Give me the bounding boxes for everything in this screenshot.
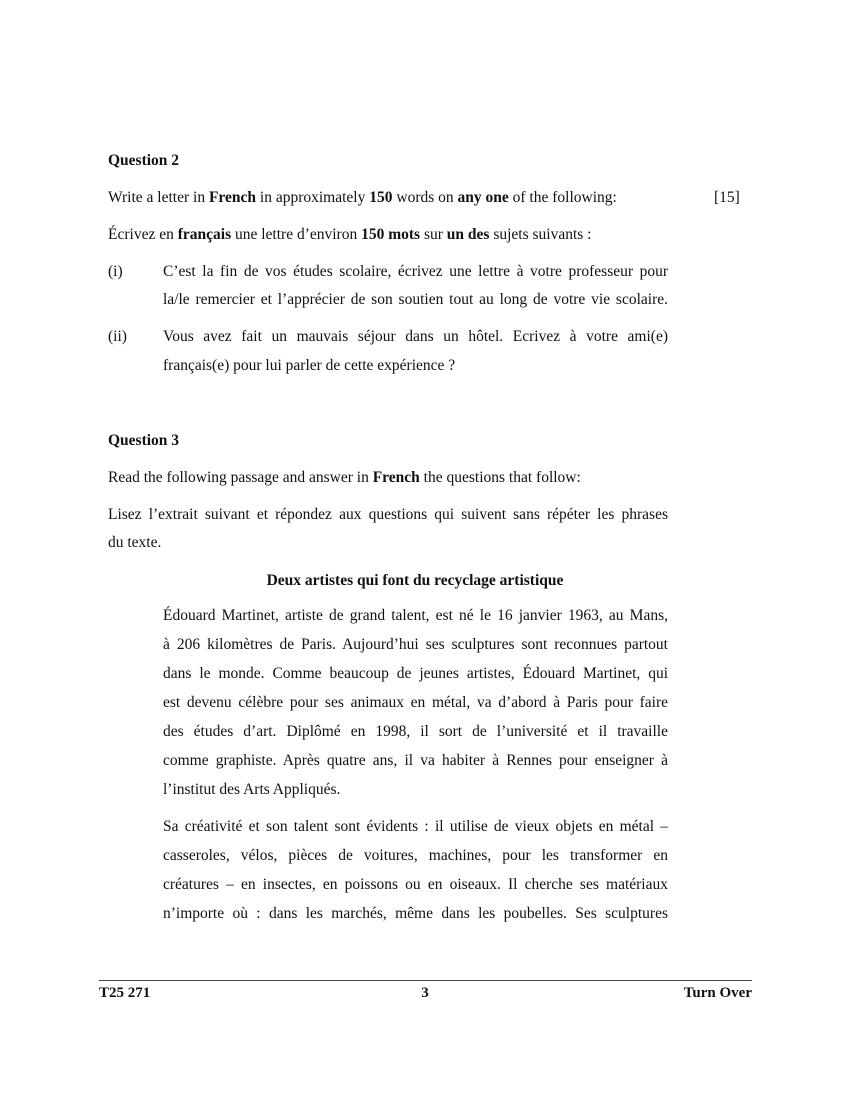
passage-line: comme graphiste. Après quatre ans, il va habiter à Rennes pour enseigner à bbox=[163, 752, 668, 769]
option-text: C’est la fin de vos études scolaire, écrivez une lettre à votre professeur pour bbox=[163, 263, 668, 280]
text: words on bbox=[392, 189, 458, 206]
passage-line: créatures – en insectes, en poissons ou en oiseaux. Il cherche ses matériaux bbox=[163, 876, 668, 893]
text: sujets suivants : bbox=[489, 226, 592, 243]
passage-line: Édouard Martinet, artiste de grand talent, est né le 16 janvier 1963, au Mans, bbox=[163, 607, 668, 624]
passage-line: des études d’art. Diplômé en 1998, il sort de l’université et il travaille bbox=[163, 723, 668, 740]
q3-instruction-english bbox=[108, 469, 581, 487]
passage-line: casseroles, vélos, pièces de voitures, machines, pour les transformer en bbox=[163, 847, 668, 864]
passage-line: est devenu célèbre pour ses animaux en métal, va d’abord à Paris pour faire bbox=[163, 694, 668, 711]
text: Read the following passage and answer in bbox=[108, 469, 373, 486]
footer-divider bbox=[99, 980, 752, 981]
passage-line: Sa créativité et son talent sont évidents : il utilise de vieux objets en métal – bbox=[163, 818, 668, 835]
text-bold: 150 mots bbox=[361, 226, 421, 243]
text-bold: French bbox=[372, 469, 420, 486]
text: une lettre d’environ bbox=[231, 226, 362, 243]
passage-title: Deux artistes qui font du recyclage artistique bbox=[266, 572, 564, 589]
page-number: 3 bbox=[421, 985, 429, 1001]
option-number: (ii) bbox=[108, 328, 127, 345]
text: Write a letter in bbox=[108, 189, 209, 206]
option-text: Vous avez fait un mauvais séjour dans un hôtel. Ecrivez à votre ami(e) bbox=[163, 328, 668, 345]
paper-code: T25 271 bbox=[99, 985, 151, 1001]
text-bold: 150 bbox=[369, 189, 393, 206]
q2-instruction-french bbox=[108, 226, 591, 244]
text: sur bbox=[420, 226, 447, 243]
option-number: (i) bbox=[108, 263, 123, 280]
passage-line: l’institut des Arts Appliqués. bbox=[163, 781, 341, 798]
q3-instruction-french: du texte. bbox=[108, 534, 162, 551]
text: the questions that follow: bbox=[419, 469, 581, 486]
question-2-heading: Question 2 bbox=[108, 152, 180, 169]
text: in approximately bbox=[256, 189, 370, 206]
text-bold: any one bbox=[457, 189, 509, 206]
option-text: français(e) pour lui parler de cette expérience ? bbox=[163, 357, 456, 374]
passage-line: à 206 kilomètres de Paris. Aujourd’hui ses sculptures sont reconnues partout bbox=[163, 636, 668, 653]
passage-line: n’importe où : dans les marchés, même dans les poubelles. Ses sculptures bbox=[163, 905, 668, 922]
question-3-heading: Question 3 bbox=[108, 432, 180, 449]
option-text: la/le remercier et l’apprécier de son soutien tout au long de votre vie scolaire. bbox=[163, 291, 668, 308]
text-bold: French bbox=[208, 189, 257, 206]
text-bold: un des bbox=[446, 226, 490, 243]
text: of the following: bbox=[508, 189, 617, 206]
text-bold: français bbox=[177, 226, 232, 243]
turn-over-label: Turn Over bbox=[683, 985, 752, 1001]
text: Écrivez en bbox=[108, 226, 178, 243]
q2-instruction-english bbox=[108, 189, 617, 207]
q2-marks: [15] bbox=[714, 189, 740, 206]
q3-instruction-french: Lisez l’extrait suivant et répondez aux questions qui suivent sans répéter les phrases bbox=[108, 506, 668, 523]
passage-line: dans le monde. Comme beaucoup de jeunes artistes, Édouard Martinet, qui bbox=[163, 665, 668, 682]
